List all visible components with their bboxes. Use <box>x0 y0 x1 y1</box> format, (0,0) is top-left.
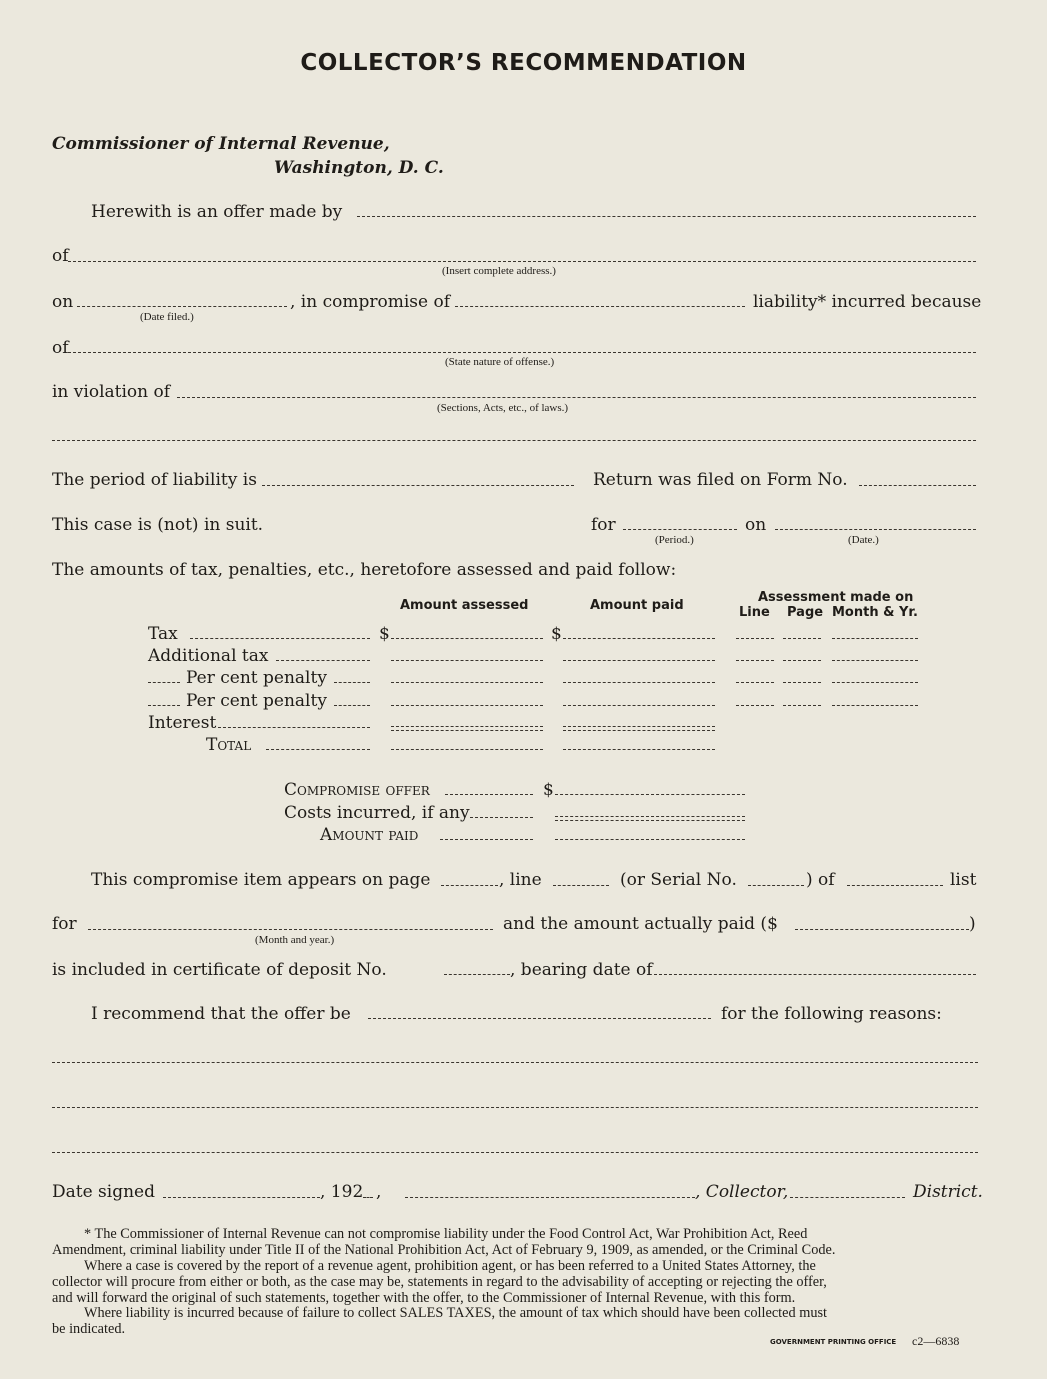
costs-incurred-leader <box>470 817 533 818</box>
in-compromise-of-label: , in compromise of <box>290 292 450 312</box>
liability-incurred-label: liability* incurred because <box>753 292 982 312</box>
amount-paid-header: Amount paid <box>590 598 684 613</box>
form-title: COLLECTOR’S RECOMMENDATION <box>300 50 747 76</box>
penalty-2-page-field[interactable] <box>783 705 821 706</box>
on-label: on <box>52 292 74 312</box>
month-year-hint: (Month and year.) <box>255 934 335 946</box>
for-label: for <box>591 515 616 535</box>
amount-paid-leader <box>440 839 533 840</box>
compromise-offer-label: Compromise offer <box>284 780 430 800</box>
period-hint: (Period.) <box>655 534 694 546</box>
footnote-3a: Where liability is incurred because of failure to collect SALES TAXES, the amount of tax which should have been collected must <box>84 1305 828 1321</box>
violation-field[interactable] <box>177 397 976 398</box>
tax-month-field[interactable] <box>832 638 918 639</box>
additional-tax-row-leader <box>276 660 370 661</box>
tax-paid-dollar: $ <box>551 624 562 644</box>
amount-actually-paid-label: and the amount actually paid ($ <box>503 914 778 934</box>
violation-continuation-field[interactable] <box>52 440 976 441</box>
list-label: list <box>950 870 977 890</box>
footnote-2a: Where a case is covered by the report of a revenue agent, prohibition agent, or has been referred to a United States Attorney, the <box>84 1258 816 1274</box>
period-of-liability-label: The period of liability is <box>52 470 257 490</box>
compromise-offer-dollar: $ <box>543 780 554 800</box>
penalty-1-paid-field[interactable] <box>563 682 715 683</box>
offense-hint: (State nature of offense.) <box>445 356 555 368</box>
penalty-2-month-field[interactable] <box>832 705 918 706</box>
reasons-line-3-field[interactable] <box>52 1152 978 1153</box>
tax-line-field[interactable] <box>736 638 774 639</box>
printer-imprint: GOVERNMENT PRINTING OFFICE <box>770 1338 897 1346</box>
interest-assessed-field[interactable] <box>391 726 543 731</box>
amount-assessed-header: Amount assessed <box>400 598 529 613</box>
line-header: Line <box>739 605 770 620</box>
penalty-2-line-field[interactable] <box>736 705 774 706</box>
collector-label: , Collector, <box>695 1182 789 1202</box>
offer-intro-label: Herewith is an offer made by <box>91 202 343 222</box>
assessment-made-on-header: Assessment made on <box>758 590 914 605</box>
page-number-field[interactable] <box>441 885 498 886</box>
penalty-2-percent-field[interactable] <box>148 705 180 706</box>
additional-tax-page-field[interactable] <box>783 660 821 661</box>
tax-assessed-field[interactable] <box>391 638 543 639</box>
footnote-1b: Amendment, criminal liability under Title II of the National Prohibition Act, Act of February 9, 1909, as amended, or the Criminal Code. <box>52 1242 836 1258</box>
penalty-2-assessed-field[interactable] <box>391 705 543 706</box>
interest-row-label: Interest <box>148 713 217 733</box>
district-field[interactable] <box>790 1197 905 1198</box>
footnote-3b: be indicated. <box>52 1321 126 1337</box>
amounts-intro-label: The amounts of tax, penalties, etc., heretofore assessed and paid follow: <box>52 560 677 580</box>
address-hint: (Insert complete address.) <box>442 265 556 277</box>
on-date-label: on <box>745 515 767 535</box>
footnote-1a: * The Commissioner of Internal Revenue can not compromise liability under the Food Control Act, War Prohibition Act, Reed <box>84 1226 808 1242</box>
form-code: c2—6838 <box>912 1334 960 1348</box>
total-assessed-field[interactable] <box>391 749 543 750</box>
compromise-offer-field[interactable] <box>555 794 745 795</box>
district-label: District. <box>913 1182 983 1202</box>
penalty-1-month-field[interactable] <box>832 682 918 683</box>
of-list-label: ) of <box>806 870 835 890</box>
bearing-date-field[interactable] <box>654 974 976 975</box>
return-date-field[interactable] <box>775 529 976 530</box>
line-label: , line <box>499 870 542 890</box>
month-yr-header: Month & Yr. <box>832 605 918 620</box>
collector-name-field[interactable] <box>405 1197 695 1198</box>
bearing-date-label: , bearing date of <box>510 960 653 980</box>
line-number-field[interactable] <box>553 885 609 886</box>
date-signed-field[interactable] <box>163 1197 320 1198</box>
interest-paid-field[interactable] <box>563 726 715 731</box>
in-violation-of-label: in violation of <box>52 382 171 402</box>
form-number-field[interactable] <box>859 485 976 486</box>
penalty-1-row-label: Per cent penalty <box>186 668 327 688</box>
penalty-2-row-label: Per cent penalty <box>186 691 327 711</box>
year-comma: , <box>376 1182 382 1202</box>
total-paid-field[interactable] <box>563 749 715 750</box>
certificate-number-field[interactable] <box>444 974 510 975</box>
period-of-liability-field[interactable] <box>262 485 574 486</box>
additional-tax-line-field[interactable] <box>736 660 774 661</box>
amount-paid-field[interactable] <box>555 839 745 840</box>
interest-row-leader <box>218 727 370 728</box>
tax-assessed-dollar: $ <box>379 624 390 644</box>
serial-number-field[interactable] <box>748 885 804 886</box>
recommend-label: I recommend that the offer be <box>91 1004 351 1024</box>
offense-field[interactable] <box>68 352 976 353</box>
reasons-line-2-field[interactable] <box>52 1107 978 1108</box>
appears-on-page-label: This compromise item appears on page <box>91 870 431 890</box>
of-offense-label: of <box>52 338 69 358</box>
compromise-amount-field[interactable] <box>455 306 745 307</box>
penalty-2-paid-field[interactable] <box>563 705 715 706</box>
additional-tax-assessed-field[interactable] <box>391 660 543 661</box>
amount-close-paren: ) <box>969 914 976 934</box>
amount-paid-label: Amount paid <box>320 825 419 845</box>
amount-actually-paid-field[interactable] <box>795 929 969 930</box>
date-filed-field[interactable] <box>77 306 287 307</box>
offeror-name-field[interactable] <box>357 216 976 217</box>
addressee-line-2: Washington, D. C. <box>274 158 444 178</box>
reasons-label: for the following reasons: <box>721 1004 942 1024</box>
tax-paid-field[interactable] <box>563 638 715 639</box>
penalty-1-assessed-field[interactable] <box>391 682 543 683</box>
serial-label: (or Serial No. <box>620 870 737 890</box>
addressee-line-1: Commissioner of Internal Revenue, <box>52 134 390 154</box>
case-in-suit-label: This case is (not) in suit. <box>52 515 264 535</box>
date-signed-label: Date signed <box>52 1182 155 1202</box>
of-label: of <box>52 246 69 266</box>
page-header: Page <box>787 605 824 620</box>
additional-tax-month-field[interactable] <box>832 660 918 661</box>
month-year-field[interactable] <box>88 929 493 930</box>
penalty-1-line-field[interactable] <box>736 682 774 683</box>
recommendation-field[interactable] <box>368 1018 711 1019</box>
penalty-1-row-leader <box>334 682 370 683</box>
sections-hint: (Sections, Acts, etc., of laws.) <box>437 402 569 414</box>
reasons-line-1-field[interactable] <box>52 1062 978 1063</box>
list-name-field[interactable] <box>847 885 943 886</box>
tax-row-label: Tax <box>148 624 178 644</box>
penalty-2-row-leader <box>334 705 370 706</box>
costs-incurred-label: Costs incurred, if any <box>284 803 470 823</box>
year-label: , 192 <box>320 1182 364 1202</box>
penalty-1-percent-field[interactable] <box>148 682 180 683</box>
total-row-label: Total <box>206 735 252 755</box>
certificate-label: is included in certificate of deposit No. <box>52 960 387 980</box>
date-hint: (Date.) <box>848 534 879 546</box>
additional-tax-paid-field[interactable] <box>563 660 715 661</box>
address-field[interactable] <box>68 261 976 262</box>
tax-row-leader <box>190 638 370 639</box>
for-month-label: for <box>52 914 77 934</box>
footnote-2b: collector will procure from either or both, as the case may be, statements in regard to the advisability of accepting or rejecting the offer, <box>52 1274 827 1290</box>
year-digit-field[interactable] <box>363 1197 373 1198</box>
return-filed-label: Return was filed on Form No. <box>593 470 848 490</box>
tax-page-field[interactable] <box>783 638 821 639</box>
total-row-leader <box>266 749 370 750</box>
costs-incurred-field[interactable] <box>555 816 745 821</box>
compromise-offer-leader <box>445 794 533 795</box>
penalty-1-page-field[interactable] <box>783 682 821 683</box>
additional-tax-row-label: Additional tax <box>148 646 269 666</box>
date-filed-hint: (Date filed.) <box>140 311 194 323</box>
period-field[interactable] <box>623 529 737 530</box>
footnote-2c: and will forward the original of such statements, together with the offer, to the Commissioner of Internal Revenue, with this form. <box>52 1290 796 1306</box>
